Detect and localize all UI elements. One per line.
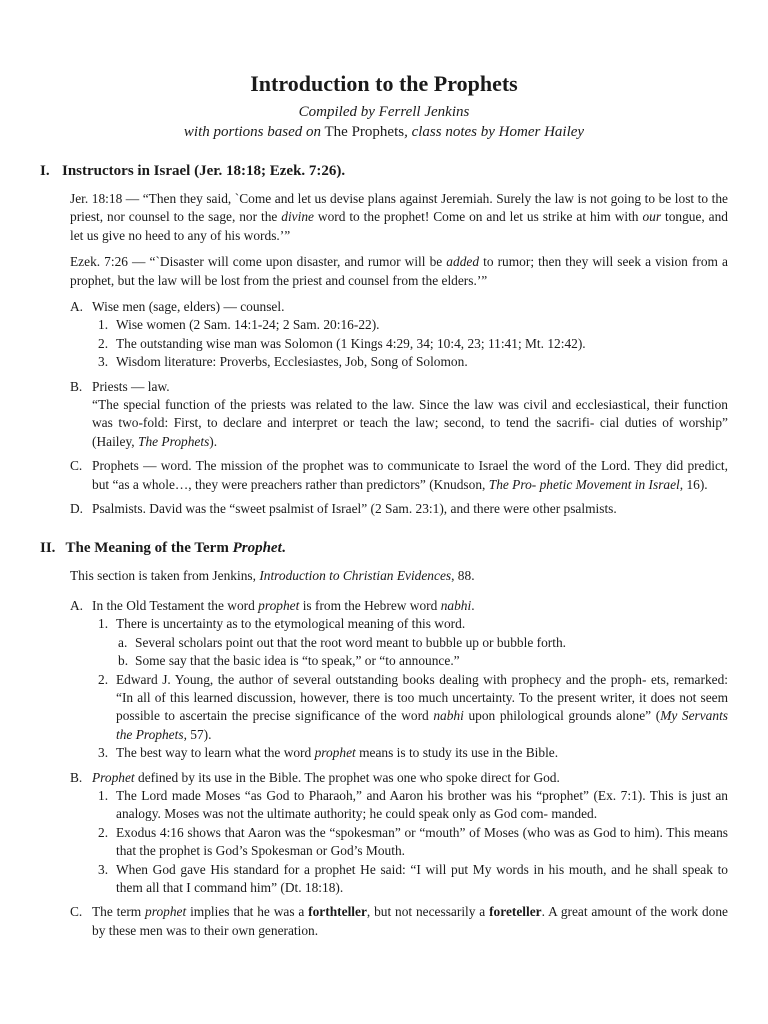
s2-item-a-1-b: b. Some say that the basic idea is “to speak,” or “to announce.” [118, 653, 460, 669]
s1-item-a-3: 3. Wisdom literature: Proverbs, Ecclesiastes, Job, Song of Solomon. [98, 354, 468, 370]
section-1-heading: I. Instructors in Israel (Jer. 18:18; Ezek. 7:26). [40, 163, 346, 179]
s2-item-a-2: 2. Edward J. Young, the author of several outstanding books dealing with prophecy and the proph- ets, remarked: “In all of this learned discussion, however, there is too much uncertainty. To the present writer, it does not seem possible to ascertain the precise significance of the word nabhi upon philological grounds alone” (My Servants the Prophets, 57). [98, 671, 729, 742]
s1-item-a: A. Wise men (sage, elders) — counsel. [70, 299, 285, 315]
portions-note: with portions based on The Prophets, class notes by Homer Hailey [183, 124, 585, 140]
compiled-by: Compiled by Ferrell Jenkins [298, 104, 470, 120]
page-title: Introduction to the Prophets [250, 71, 518, 96]
s1-item-b-quote: “The special function of the priests was related to the law. Since the law was civil and ecclesiastical, their function was two-fold: First, to declare and interpret or teach the law; second, to tend the sacrifi- cial duties of worship” (Hailey, The Prophets). [92, 397, 728, 449]
s2-item-a: A. In the Old Testament the word prophet is from the Hebrew word nabhi. [70, 597, 475, 613]
s2-item-b: B. Prophet defined by its use in the Bible. The prophet was one who spoke direct for God. [70, 769, 560, 785]
s2-item-a-3: 3. The best way to learn what the word prophet means is to study its use in the Bible. [98, 745, 559, 761]
s1-item-a-2: 2. The outstanding wise man was Solomon (1 Kings 4:29, 34; 10:4, 23; 11:41; Mt. 12:42). [98, 335, 586, 351]
s2-intro: This section is taken from Jenkins, Introduction to Christian Evidences, 88. [70, 567, 475, 583]
section-2-heading: II. The Meaning of the Term Prophet. [40, 539, 286, 556]
s1-item-d: D. Psalmists. David was the “sweet psalmist of Israel” (2 Sam. 23:1), and there were other psalmists. [70, 501, 617, 517]
s1-item-b: B. Priests — law. [70, 378, 170, 394]
s2-item-b-2: 2. Exodus 4:16 shows that Aaron was the “spokesman” or “mouth” of Moses (who was as God to him). This means that the prophet is God’s Spokesman or God’s Mouth. [98, 824, 728, 859]
s2-item-c: C. The term prophet implies that he was a forthteller, but not necessarily a foreteller. A great amount of the work done by these men was to their own generation. [70, 904, 728, 938]
s2-item-b-3: 3. When God gave His standard for a prophet He said: “I will put My words in his mouth, and he shall speak to them all that I command him” (Dt. 18:18). [98, 861, 728, 895]
ezekiel-quote: Ezek. 7:26 — “`Disaster will come upon disaster, and rumor will be added to rumor; then they will seek a vision from a prophet, but the law will be lost from the priest and counsel from the elders.’” [70, 254, 728, 288]
s1-item-c: C. Prophets — word. The mission of the prophet was to communicate to Israel the word of the Lord. They did predict, but “as a whole…, they were preachers rather than predictors” (Knudson, The Pro- phetic Movement in Israel, 16). [70, 458, 728, 492]
s2-item-a-1: 1. There is uncertainty as to the etymological meaning of this word. [98, 616, 466, 632]
s1-item-a-1: 1. Wise women (2 Sam. 14:1-24; 2 Sam. 20:16-22). [98, 317, 380, 333]
s2-item-a-1-a: a. Several scholars point out that the root word meant to bubble up or bubble forth. [118, 634, 567, 650]
jeremiah-quote: Jer. 18:18 — “Then they said, `Come and let us devise plans against Jeremiah. Surely the law is not going to be lost to the priest, nor counsel to the sage, nor the divine word to the prophet! Come on and let us strike at him with our tongue, and let us give no heed to any of his words.’” [70, 191, 729, 243]
s2-item-b-1: 1. The Lord made Moses “as God to Pharaoh,” and Aaron his brother was his “prophet” (Ex. 7:1). This is just an analogy. Moses was not the ultimate authority; he could speak only as God com- manded. [98, 787, 728, 822]
